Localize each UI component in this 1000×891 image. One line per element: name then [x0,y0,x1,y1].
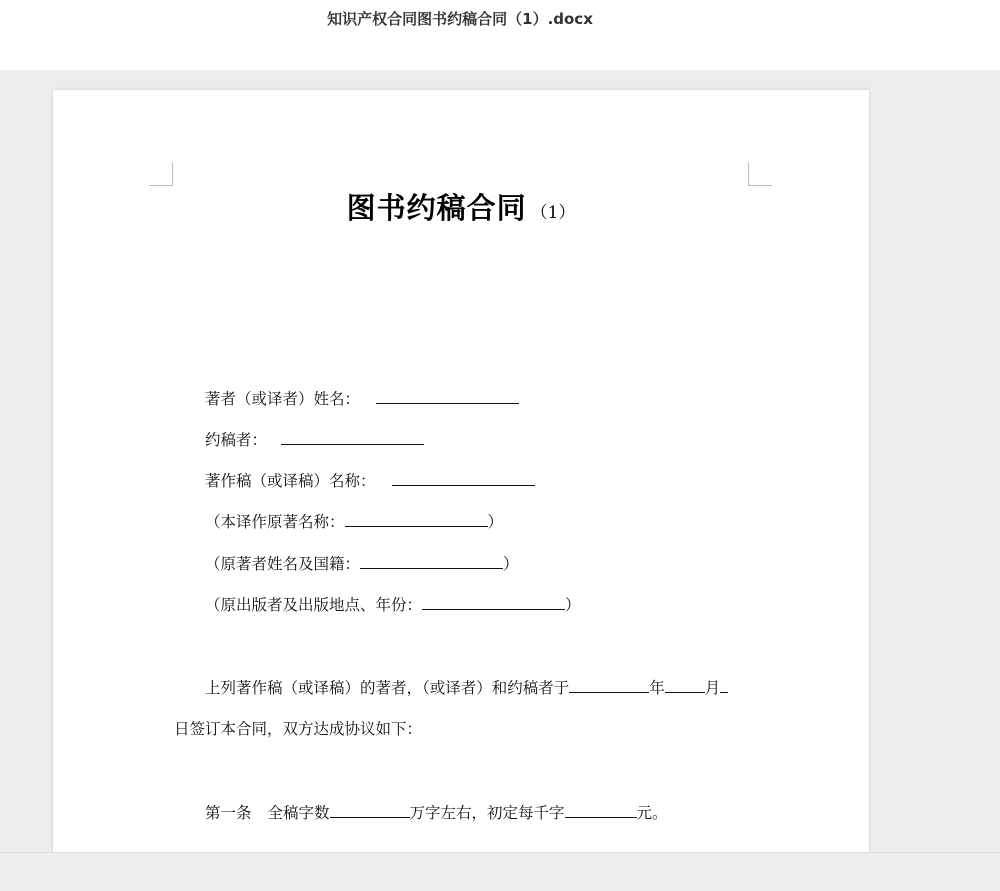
commissioner-line [205,429,424,450]
signing-text-continued: 日签订本合同，双方达成协议如下： [174,720,423,738]
original-work-name-close: ） [487,513,504,531]
author-name-blank [376,388,519,404]
original-publisher-label: （原出版者及出版地点、年份： [205,596,423,614]
article-one-label: 第一条 [205,804,252,822]
signing-year-label: 年 [649,679,665,697]
article-one-rate-label: 万字左右，初定每千字 [409,804,565,822]
article-one-line [205,802,668,823]
original-author-blank [360,553,503,569]
status-bar [0,852,1000,891]
signing-day-blank [720,677,728,693]
original-author-label: （原著者姓名及国籍： [205,555,361,573]
document-file-title: 知识产权合同图书约稿合同（1）.docx [327,10,593,28]
work-name-line [205,470,535,491]
contract-title-main: 图书约稿合同 [346,191,527,225]
original-publisher-close: ） [565,596,581,614]
contract-title [53,186,869,227]
author-name-line [205,388,519,409]
signing-month-blank [665,677,705,693]
commissioner-blank [281,429,424,445]
signing-paragraph-line1 [205,677,728,698]
word-count-blank [330,802,410,818]
signing-text: 上列著作稿（或译稿）的著者，（或译者）和约稿者于 [205,679,570,697]
original-author-close: ） [503,555,519,573]
original-publisher-line [205,594,581,615]
commissioner-label: 约稿者： [205,431,268,449]
signing-month-label: 月 [704,679,721,697]
original-work-name-line [205,511,503,532]
contract-title-number: （1） [530,203,576,223]
original-work-name-label: （本译作原著名称： [205,513,345,531]
article-one-word-count-label: 全稿字数 [267,804,330,822]
margin-crop-mark-right [748,162,772,186]
original-work-name-blank [345,511,488,527]
author-name-label: 著者（或译者）姓名： [205,390,361,408]
title-bar [0,0,1000,70]
signing-paragraph-line2 [174,719,422,739]
signing-year-blank [569,677,649,693]
document-page [53,90,869,852]
article-one-currency: 元。 [636,804,668,822]
document-viewer[interactable] [0,70,1000,852]
work-name-blank [392,470,535,486]
work-name-label: 著作稿（或译稿）名称： [205,472,376,490]
rate-blank [565,802,637,818]
margin-crop-mark-left [149,162,173,186]
original-publisher-blank [422,594,565,610]
original-author-line [205,553,519,574]
